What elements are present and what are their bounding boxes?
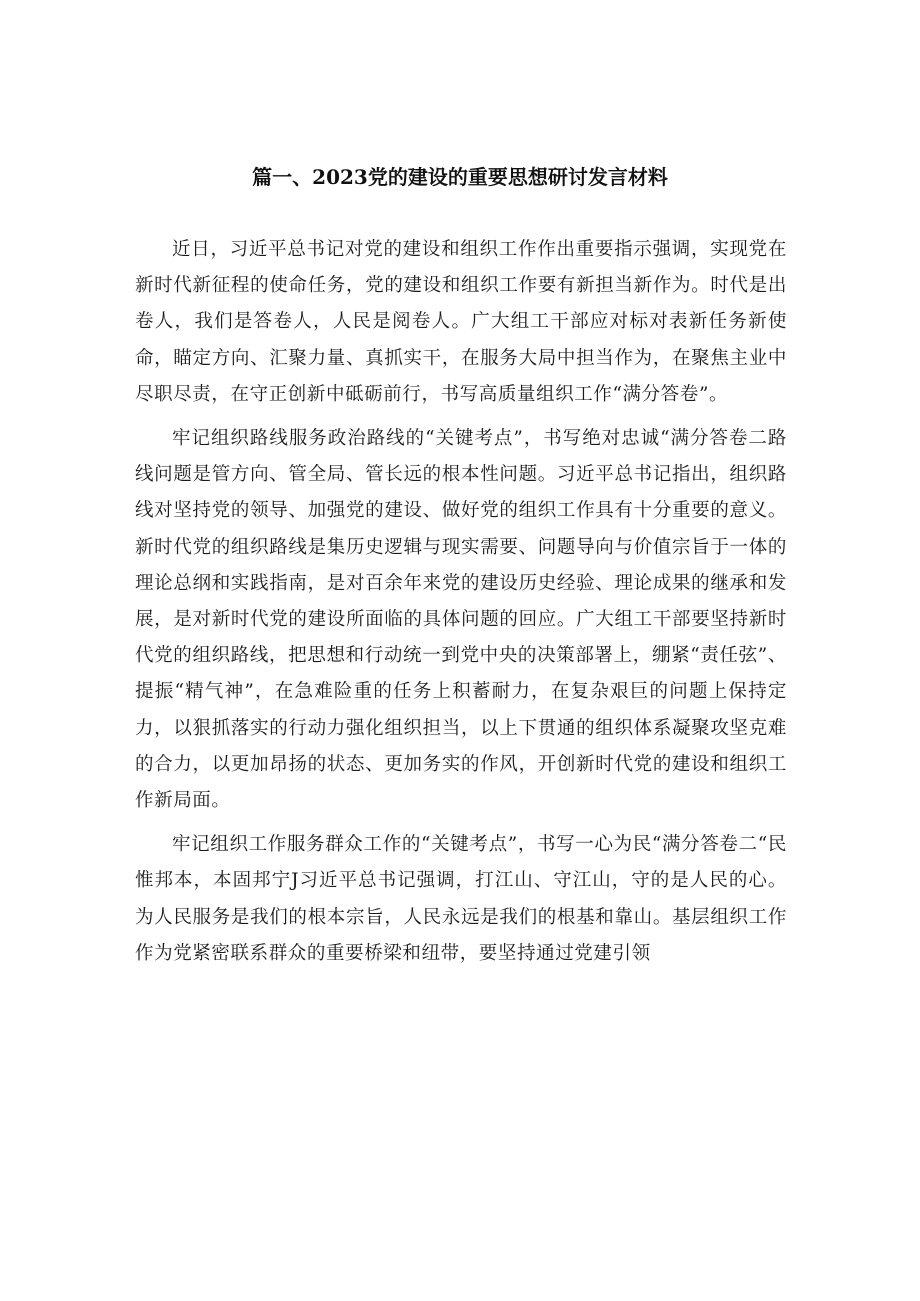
- paragraph-2: 牢记组织路线服务政治路线的“关键考点”，书写绝对忠诚“满分答卷二路线问题是管方向、管全局、管长远的根本性问题。习近平总书记指出，组织路线对坚持党的领导、加强党的建设、做好党的组织工作具有十分重要的意义。新时代党的组织路线是集历史逻辑与现实需要、问题导向与价值宗旨于一体的理论总纲和实践指南，是对百余年来党的建设历史经验、理论成果的继承和发展，是对新时代党的建设所面临的具体问题的回应。广大组工干部要坚持新时代党的组织路线，把思想和行动统一到党中央的决策部署上，绷紧“责任弦”、提振“精气神”，在急难险重的任务上积蓄耐力，在复杂艰巨的问题上保持定力，以狠抓落实的行动力强化组织担当，以上下贯通的组织体系凝聚攻坚克难的合力，以更加昂扬的状态、更加务实的作风，开创新时代党的建设和组织工作新局面。: [135, 428, 787, 812]
- paragraph-3: 牢记组织工作服务群众工作的“关键考点”，书写一心为民“满分答卷二“民惟邦本，本固邦宁J习近平总书记强调，打江山、守江山，守的是人民的心。为人民服务是我们的根本宗旨，人民永远是我们的根基和靠山。基层组织工作作为党紧密联系群众的重要桥梁和纽带，要坚持通过党建引领: [135, 834, 787, 964]
- document-body: [135, 232, 787, 980]
- paragraph-1: 近日，习近平总书记对党的建设和组织工作作出重要指示强调，实现党在新时代新征程的使命任务，党的建设和组织工作要有新担当新作为。时代是出卷人，我们是答卷人，人民是阅卷人。广大组工干部应对标对表新任务新使命，瞄定方向、汇聚力量、真抓实干，在服务大局中担当作为，在聚焦主业中尽职尽责，在守正创新中砥砺前行，书写高质量组织工作“满分答卷”。: [135, 239, 787, 405]
- document-title: 篇一、2023党的建设的重要思想研讨发言材料: [252, 165, 668, 189]
